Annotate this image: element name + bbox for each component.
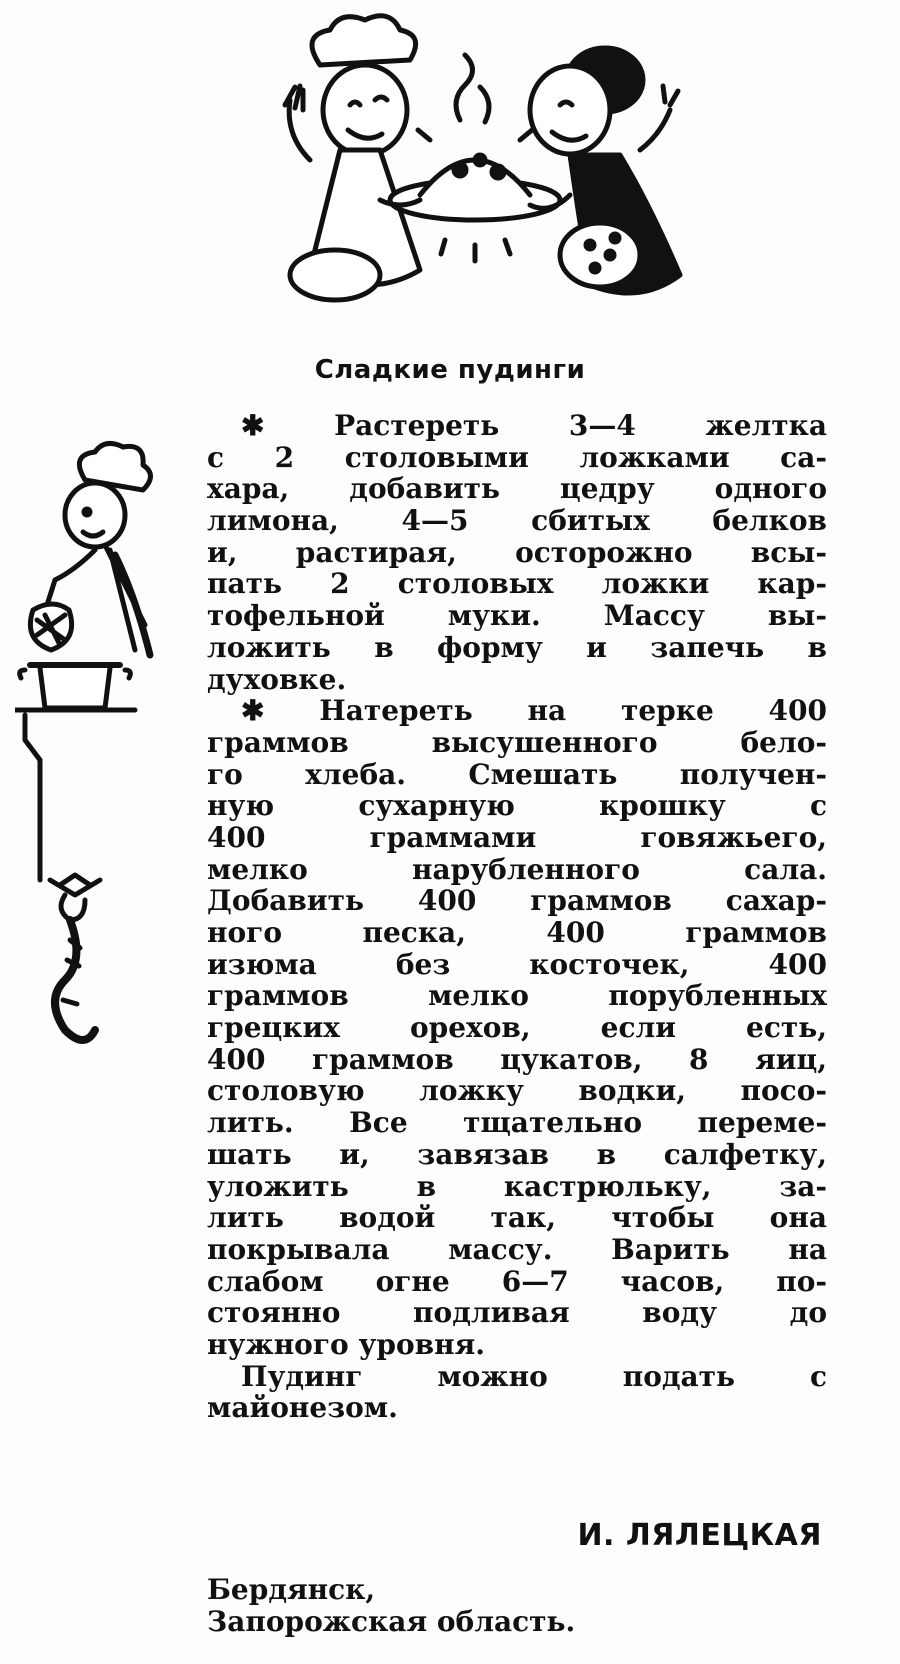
recipe-body — [207, 410, 827, 1424]
text-line: лить водой так, чтобы она — [207, 1201, 827, 1235]
text-line: лимона, 4—5 сбитых белков — [207, 504, 827, 538]
text-line: нужного уровня. — [207, 1327, 486, 1361]
text-line: ✱ Натереть на терке 400 — [241, 694, 827, 728]
text-line: 400 граммами говяжьего, — [207, 820, 827, 854]
author-name: И. ЛЯЛЕЦКАЯ — [577, 1518, 822, 1553]
author-location — [207, 1574, 827, 1638]
text-line: пать 2 столовых ложки кар- — [207, 567, 827, 601]
text-line: тофельной муки. Массу вы- — [207, 599, 827, 633]
text-line: ного песка, 400 граммов — [207, 916, 827, 949]
text-line: шать и, завязав в салфетку, — [207, 1137, 827, 1171]
text-line: го хлеба. Смешать получен- — [207, 757, 827, 791]
text-line: столовую ложку водки, посо- — [207, 1074, 827, 1108]
text-line: Пудинг можно подать с — [241, 1359, 827, 1393]
chefs-with-pudding-illustration — [270, 10, 690, 335]
chef-pot-cat-illustration — [15, 440, 185, 1120]
location-city: Бердянск, — [207, 1573, 376, 1606]
text-line: духовке. — [207, 662, 347, 696]
text-line: майонезом. — [207, 1391, 398, 1425]
text-line: покрывала массу. Варить на — [207, 1232, 827, 1266]
text-line: ную сухарную крошку с — [207, 789, 827, 823]
text-line: изюма без косточек, 400 — [207, 947, 827, 981]
text-line: ложить в форму и запечь в — [207, 630, 827, 664]
text-line: и, растирая, осторожно всы- — [207, 535, 827, 569]
text-line: хара, добавить цедру одного — [207, 472, 827, 506]
text-line: с 2 столовыми ложками са- — [207, 440, 827, 474]
text-line: граммов высушенного бело- — [207, 725, 827, 759]
text-line: Добавить 400 граммов сахар- — [207, 884, 827, 918]
location-region: Запорожская область. — [207, 1605, 576, 1638]
text-line: мелко нарубленного сала. — [207, 852, 827, 886]
text-line: граммов мелко порубленных — [207, 979, 827, 1013]
text-line: лить. Все тщательно переме- — [207, 1106, 827, 1140]
recipe-title: Сладкие пудинги — [314, 355, 586, 385]
text-line: ✱ Растереть 3—4 желтка — [241, 409, 827, 442]
text-line: слабом огне 6—7 часов, по- — [207, 1264, 827, 1298]
text-line: 400 граммов цукатов, 8 яиц, — [207, 1042, 827, 1076]
text-line: уложить в кастрюльку, за- — [207, 1169, 827, 1203]
text-line: стоянно подливая воду до — [207, 1296, 827, 1330]
text-line: грецких орехов, если есть, — [207, 1011, 827, 1045]
